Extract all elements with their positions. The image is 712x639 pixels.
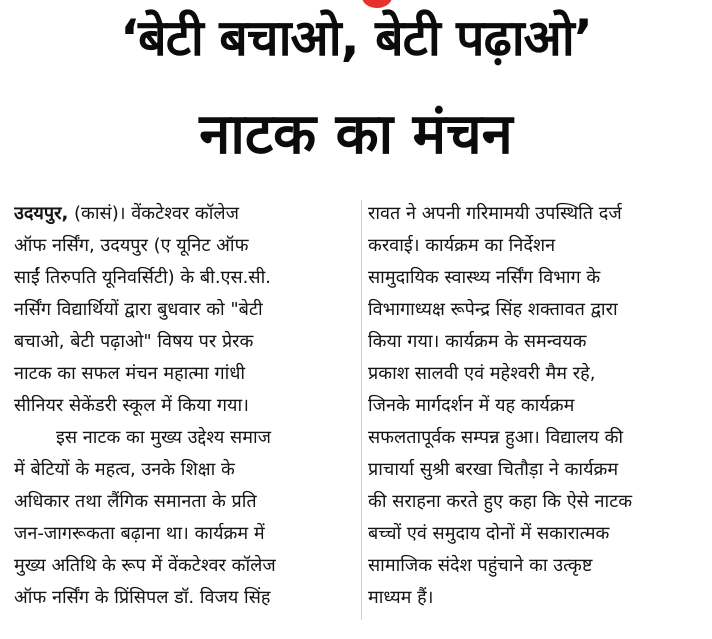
article-line: मुख्य अतिथि के रूप में वेंकटेश्वर कॉलेज [14,555,276,576]
dateline: उदयपुर, [14,203,69,224]
article-line: ऑफ नर्सिंग, उदयपुर (ए यूनिट ऑफ [14,235,249,256]
article-line: सामाजिक संदेश पहुंचाने का उत्कृष्ट [368,555,593,576]
article-line: बचाओ, बेटी पढ़ाओ" विषय पर प्रेरक [14,331,254,352]
column-divider [361,200,362,620]
article-line: विभागाध्यक्ष रूपेन्द्र सिंह शक्तावत द्वारा [368,299,618,320]
article-line: सफलतापूर्वक सम्पन्न हुआ। विद्यालय की [368,427,624,448]
article-line: नर्सिंग विद्यार्थियों द्वारा बुधवार को "बेटी [14,299,263,320]
article-line: इस नाटक का मुख्य उद्देश्य समाज [56,427,271,448]
article-right-column [368,198,704,614]
article-line: अधिकार तथा लैंगिक समानता के प्रति [14,491,257,512]
article-line: में बेटियों के महत्व, उनके शिक्षा के [14,459,235,480]
headline-line-2: नाटक का मंचन [199,102,513,167]
article-line: माध्यम हैं। [368,587,434,608]
article-line: बच्चों एवं समुदाय दोनों में सकारात्मक [368,523,610,544]
article-line: करवाई। कार्यक्रम का निर्देशन [368,235,556,256]
article-line: प्राचार्या सुश्री बरखा चितौड़ा ने कार्यक्रम [368,459,619,480]
article-line: ऑफ नर्सिंग के प्रिंसिपल डॉ. विजय सिंह [14,587,271,608]
article-line: प्रकाश सालवी एवं महेश्वरी मैम रहे, [368,363,596,384]
article-left-column [14,198,359,614]
article-line: सीनियर सेकेंडरी स्कूल में किया गया। [14,395,249,416]
article-text: (कासं)। वेंकटेश्वर कॉलेज [74,203,239,224]
article-line: जन-जागरूकता बढ़ाना था। कार्यक्रम में [14,523,265,544]
article-line: साईं तिरुपति यूनिवर्सिटी) के बी.एस.सी. [14,267,271,288]
headline-line-1: ‘बेटी बचाओ, बेटी पढ़ाओ’ [120,9,592,67]
article-line: की सराहना करते हुए कहा कि ऐसे नाटक [368,491,633,512]
article-line: जिनके मार्गदर्शन में यह कार्यक्रम [368,395,575,416]
article-line [14,198,359,230]
article-line: सामुदायिक स्वास्थ्य नर्सिंग विभाग के [368,267,601,288]
article-line: रावत ने अपनी गरिमामयी उपस्थिति दर्ज [368,203,622,224]
article-line: किया गया। कार्यक्रम के समन्वयक [368,331,587,352]
article-line: नाटक का सफल मंचन महात्मा गांधी [14,363,246,384]
